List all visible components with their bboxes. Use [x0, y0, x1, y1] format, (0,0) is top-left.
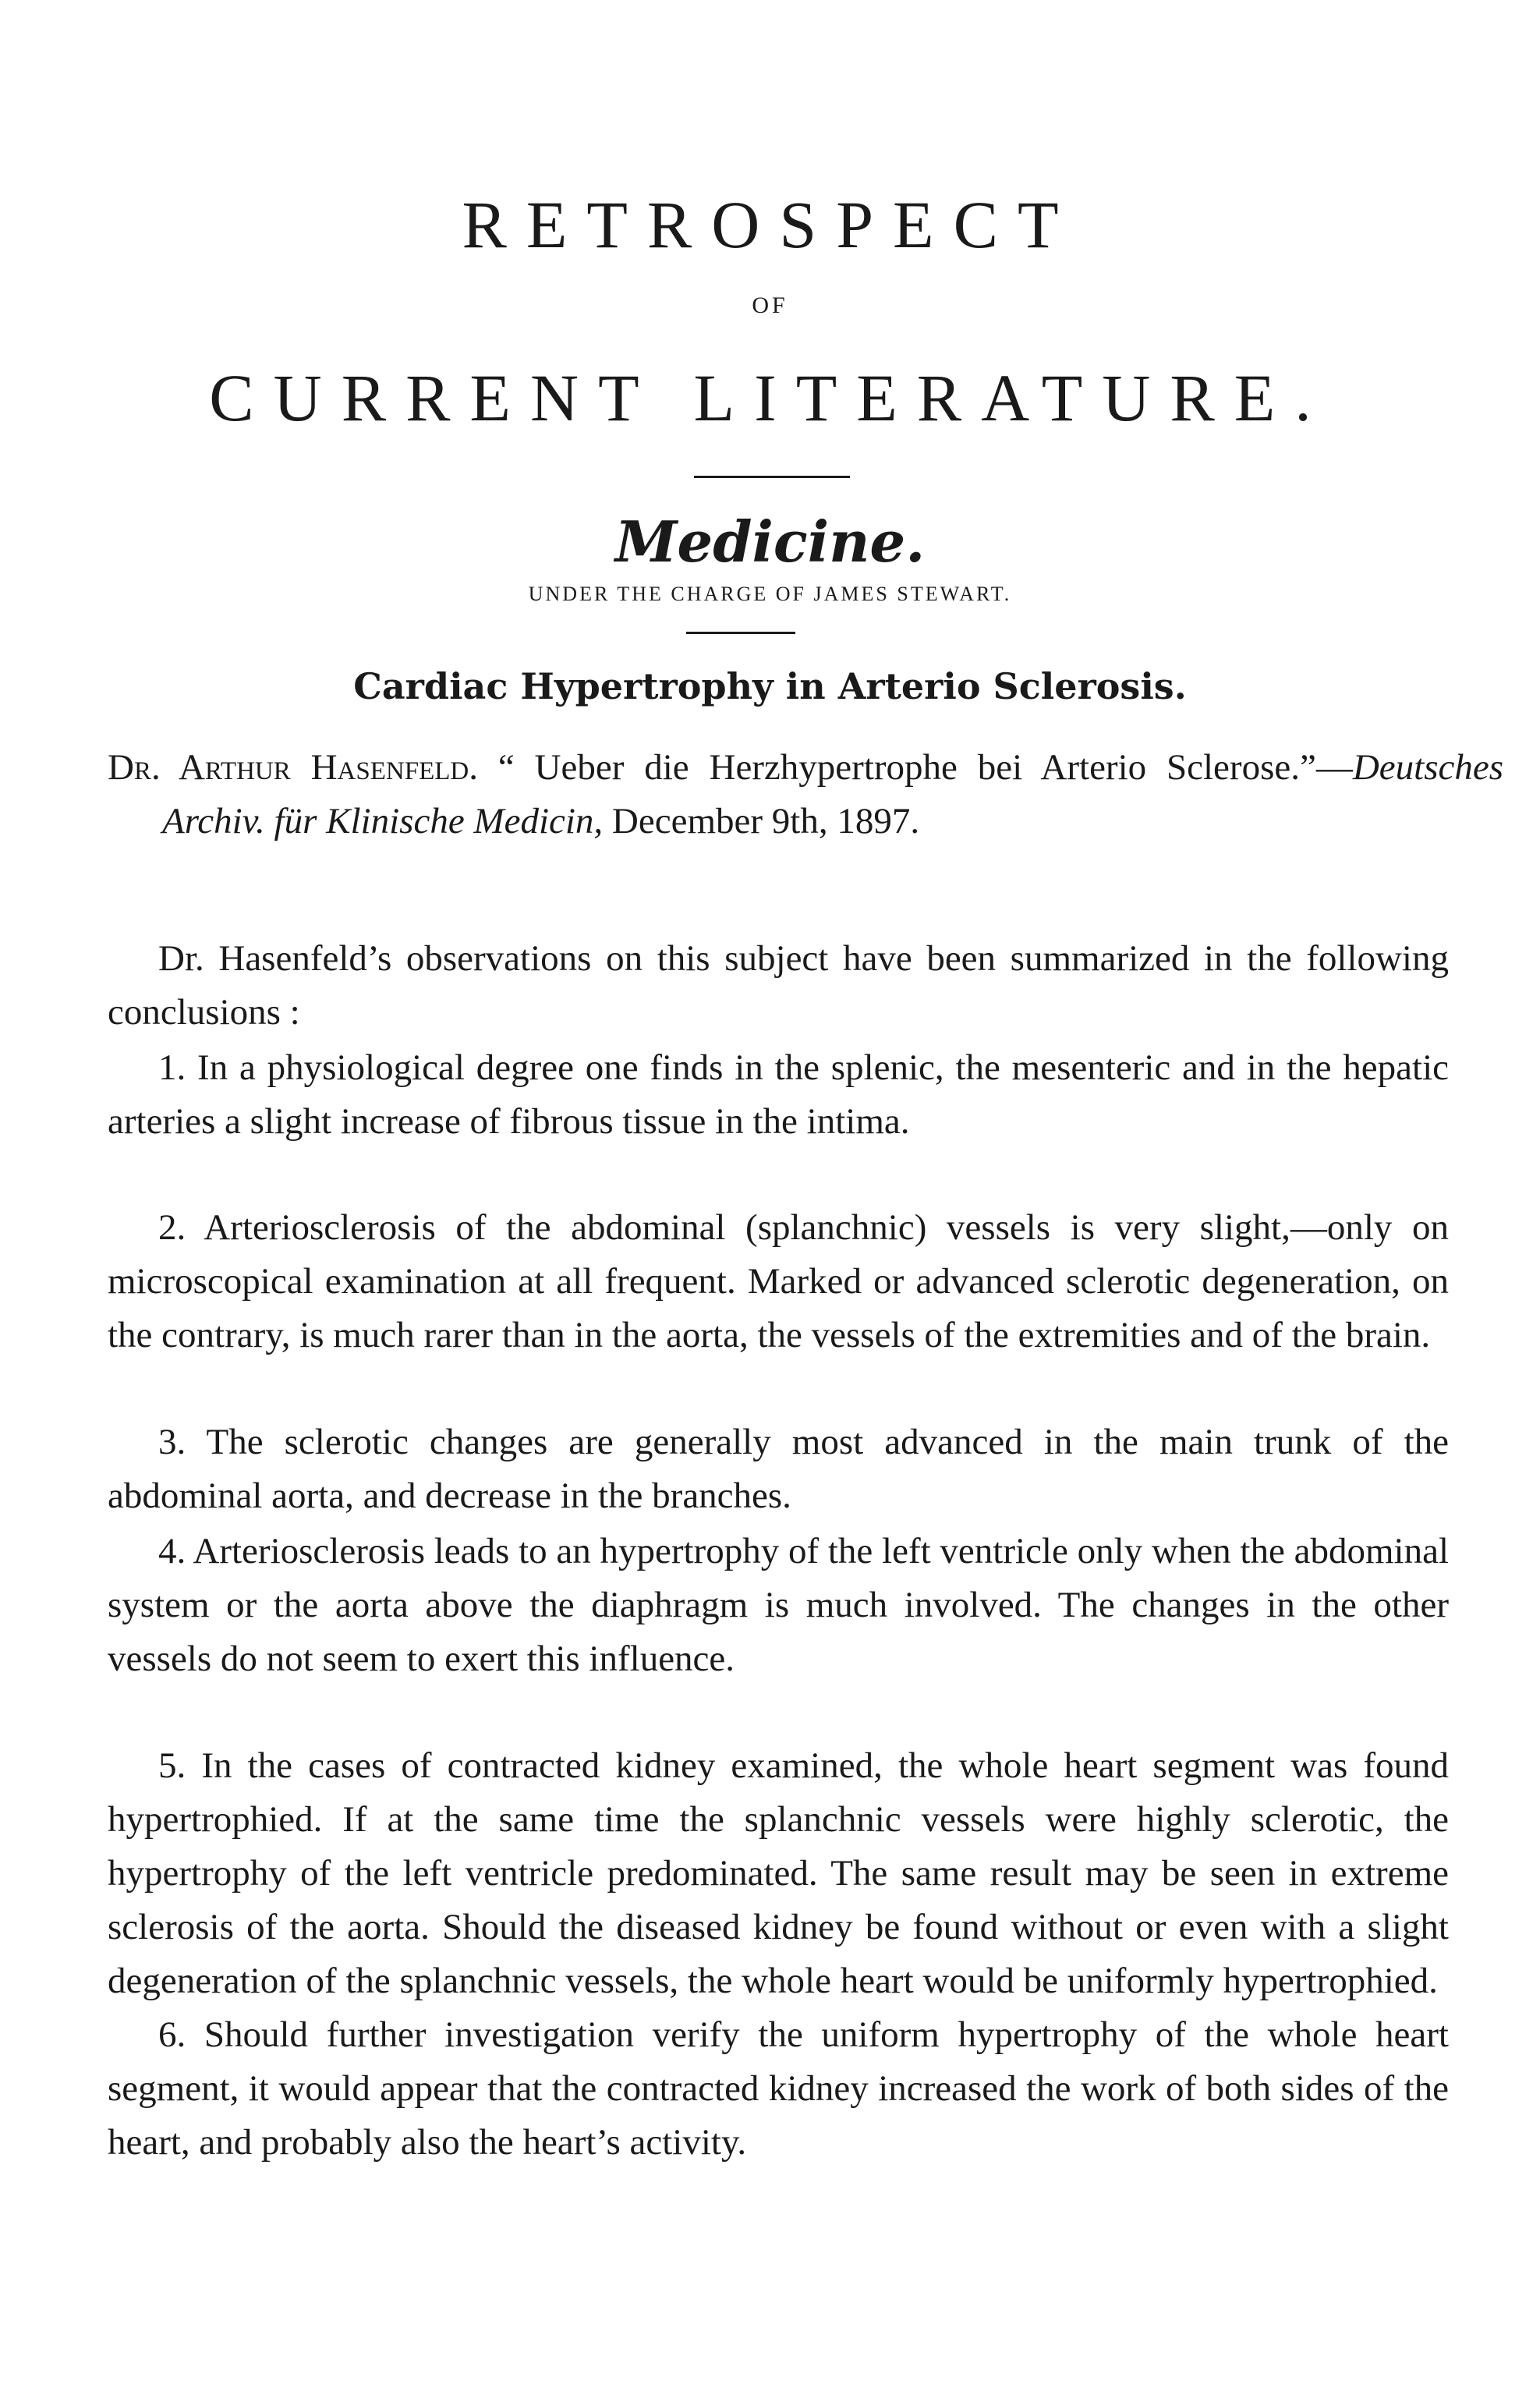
- editor-line: UNDER THE CHARGE OF JAMES STEWART.: [528, 583, 1012, 605]
- conclusion-paragraph: 4. Arteriosclerosis leads to an hypertrophy of the left ventricle only when the abdominal system or the aorta above the diaphragm is much involved. The changes in the other vessels do not seem to exert this influence.: [108, 1531, 1449, 1679]
- section-heading: Medicine.: [614, 508, 926, 575]
- current-literature-heading: CURRENT LITERATURE.: [209, 360, 1331, 435]
- of-heading: OF: [752, 292, 788, 318]
- reference-author: Dr. Arthur Hasenfeld.: [108, 747, 478, 788]
- conclusion-paragraph: 2. Arteriosclerosis of the abdominal (splanchnic) vessels is very slight,—only on microscopical examination at all frequent. Marked or advanced sclerotic degeneration, on the contrary, is much rarer than in the aorta, the vessels of the extremities and of the brain.: [108, 1207, 1449, 1355]
- divider-rule: [694, 476, 850, 478]
- conclusion-paragraph: 5. In the cases of contracted kidney examined, the whole heart segment was found hypertrophied. If at the same time the splanchnic vessels were highly sclerotic, the hypertrophy of the left ventricle predominated. The same result may be seen in extreme sclerosis of the aorta. Should the diseased kidney be found without or even with a slight degeneration of the splanchnic vessels, the whole heart would be uniformly hypertrophied.: [108, 1745, 1449, 2001]
- conclusion-paragraph: 3. The sclerotic changes are generally most advanced in the main trunk of the abdominal aorta, and decrease in the branches.: [108, 1422, 1449, 1516]
- intro-paragraph: Dr. Hasenfeld’s observations on this subject have been summarized in the following conclusions :: [108, 938, 1449, 1033]
- article-title: Cardiac Hypertrophy in Arterio Sclerosis.: [353, 665, 1187, 707]
- divider-rule: [686, 632, 795, 634]
- reference-journal: Deutsches Archiv. für Klinische Medicin,: [162, 747, 1504, 841]
- reference: [108, 741, 1503, 849]
- reference-date: December 9th, 1897.: [603, 801, 920, 841]
- conclusion-paragraph: 6. Should further investigation verify the uniform hypertrophy of the whole heart segment, it would appear that the contracted kidney increased the work of both sides of the heart, and probably also the heart’s activity.: [108, 2014, 1449, 2163]
- retrospect-heading: RETROSPECT: [462, 187, 1078, 262]
- reference-work-title: “ Ueber die Herzhypertrophe bei Arterio Sclerose.”—: [497, 747, 1353, 788]
- conclusion-paragraph: 1. In a physiological degree one finds in the splenic, the mesenteric and in the hepatic arteries a slight increase of fibrous tissue in the intima.: [108, 1047, 1449, 1142]
